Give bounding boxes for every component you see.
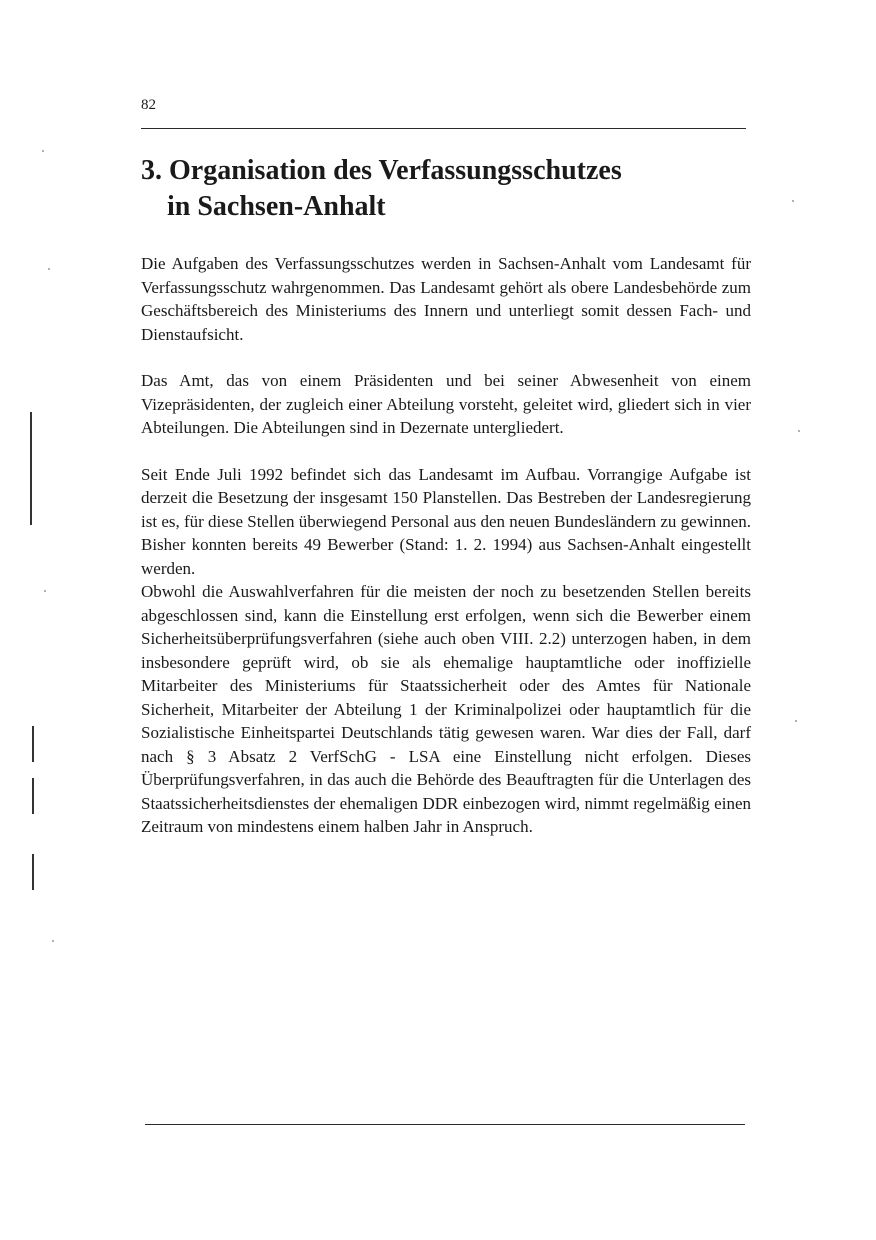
margin-mark (32, 854, 34, 890)
scan-speck (42, 150, 44, 152)
scan-speck (44, 590, 46, 592)
header-rule (141, 128, 746, 129)
scan-speck (798, 430, 800, 432)
heading-line-1: 3. Organisation des Verfassungsschutzes (141, 155, 622, 186)
paragraph-3: Seit Ende Juli 1992 befindet sich das Landesamt im Aufbau. Vorrangige Aufgabe ist derzeit die Besetzung der insgesamt 150 Planstellen. Das Bestreben der Landesregierung ist es, für diese Stellen überwiegend Personal aus den neuen Bundesländern zu gewinnen. Bisher konnten bereits 49 Bewerber (Stand: 1. 2. 1994) aus Sachsen-Anhalt eingestellt werden. (141, 464, 751, 578)
scan-speck (52, 940, 54, 942)
scan-speck (48, 268, 50, 270)
page-number: 82 (141, 97, 156, 113)
section-heading (141, 153, 761, 225)
paragraph-2: Das Amt, das von einem Präsidenten und bei seiner Abwesenheit von einem Vizepräsidenten, der zugleich einer Abteilung vorsteht, geleitet wird, gliedert sich in vier Abteilungen. Die Abteilungen sind in Dezernate untergliedert. (141, 371, 751, 437)
paragraph-1: Die Aufgaben des Verfassungsschutzes werden in Sachsen-Anhalt vom Landesamt für Verfassungsschutz wahrgenommen. Das Landesamt gehört als obere Landesbehörde zum Geschäftsbereich des Ministeriums des Innern und unterliegt somit dessen Fach- und Dienstaufsicht. (141, 254, 751, 344)
heading-line-2: in Sachsen-Anhalt (167, 191, 386, 222)
margin-mark (30, 412, 32, 525)
footer-rule (145, 1124, 745, 1125)
paragraph-4: Obwohl die Auswahlverfahren für die meisten der noch zu besetzenden Stellen bereits abgeschlossen sind, kann die Einstellung erst erfolgen, wenn sich die Bewerber einem Sicherheitsüberprüfungsverfahren (siehe auch oben VIII. 2.2) unterzogen haben, in dem insbesondere geprüft wird, ob sie als ehemalige hauptamtliche oder inoffizielle Mitarbeiter des Ministeriums für Staatssicherheit oder des Amtes für Nationale Sicherheit, Mitarbeiter der Abteilung 1 der Kriminalpolizei oder hauptamtlich für die Sozialistische Einheitspartei Deutschlands tätig gewesen waren. War dies der Fall, darf nach § 3 Absatz 2 VerfSchG - LSA eine Einstellung nicht erfolgen. Dieses Überprüfungsverfahren, in das auch die Behörde des Beauftragten für die Unterlagen des Staatssicherheitsdienstes der ehemaligen DDR einbezogen wird, nimmt regelmäßig einen Zeitraum von mindestens einem halben Jahr in Anspruch. (141, 582, 751, 836)
margin-mark (32, 778, 34, 814)
scan-speck (795, 720, 797, 722)
body-text (141, 252, 751, 839)
margin-mark (32, 726, 34, 762)
scan-speck (792, 200, 794, 202)
